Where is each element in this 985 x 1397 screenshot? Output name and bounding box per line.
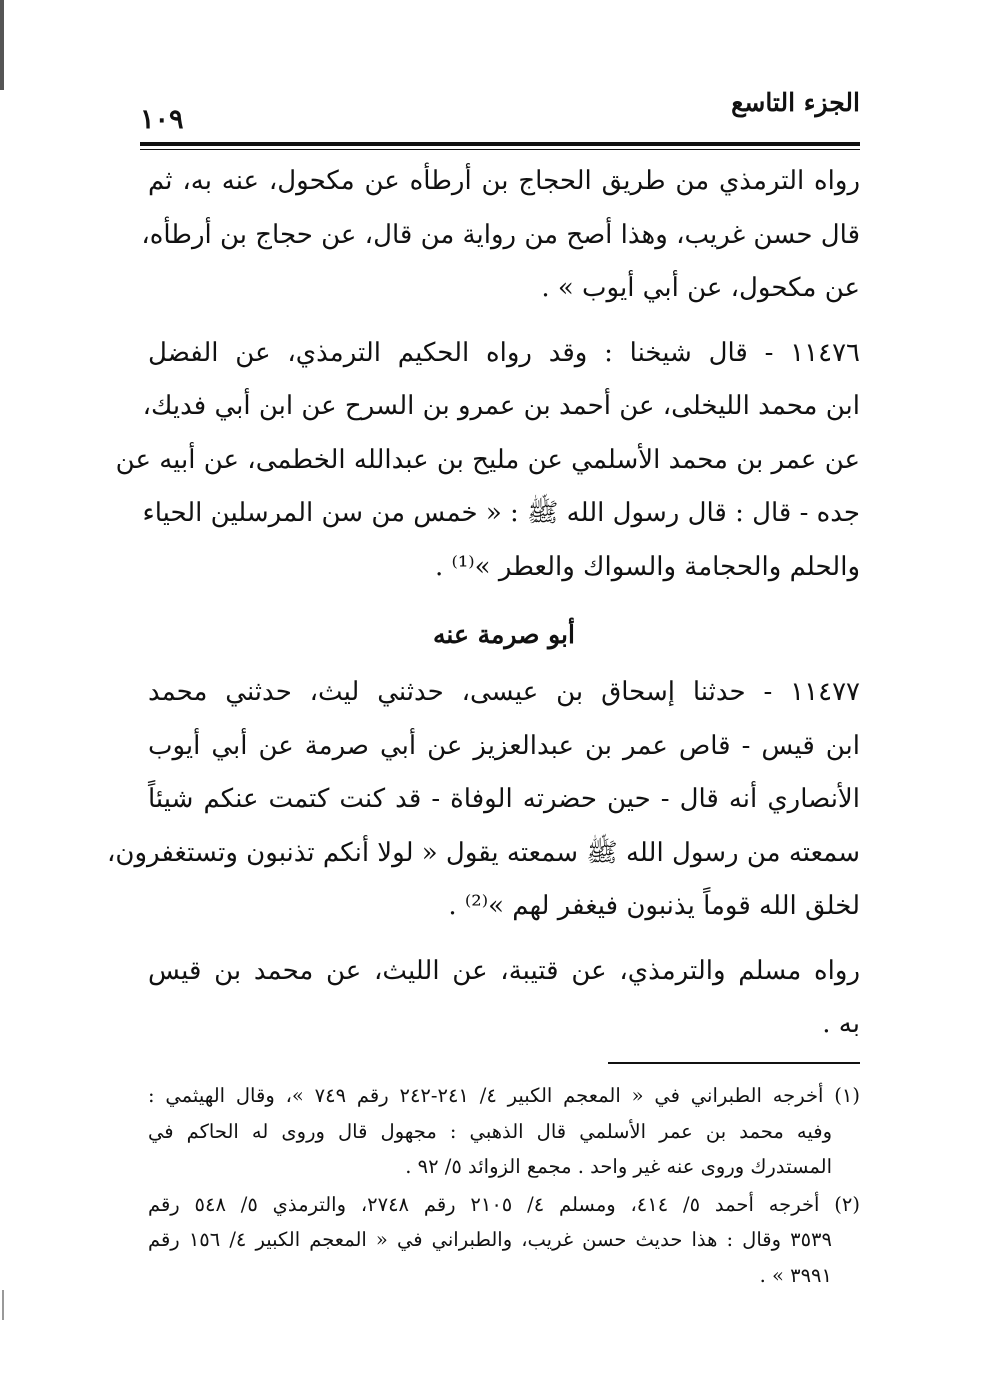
footnote-line: (١) أخرجه الطبراني في « المعجم الكبير ٤/ ٢٤١-٢٤٢ رقم ٧٤٩ »، وقال الهيثمي : bbox=[148, 1084, 860, 1107]
footnote-line: وفيه محمد بن عمر الأسلمي قال الذهبي : مجهول قال وروى له الحاكم في bbox=[148, 1119, 832, 1143]
text-line: جده - قال : قال رسول الله ﷺ : « خمس من سن المرسلين الحياء bbox=[142, 498, 860, 528]
paragraph-1 bbox=[141, 155, 860, 316]
text-line: ١١٤٧٧ - حدثنا إسحاق بن عيسى، حدثني ليث، حدثني محمد bbox=[148, 677, 860, 707]
text-line: والحلم والحجامة والسواك والعطر »⁽¹⁾ . bbox=[434, 551, 860, 582]
footnote-line: المستدرك وروى عنه غير واحد . مجمع الزوائد ٥/ ٩٢ . bbox=[405, 1155, 832, 1178]
text-line: قال حسن غريب، وهذا أصح من رواية من قال، عن حجاج بن أرطأه، bbox=[141, 219, 860, 250]
page-number: ١٠٩ bbox=[140, 104, 184, 135]
text-line: ١١٤٧٦ - قال شيخنا : وقد رواه الحكيم الترمذي، عن الفضل bbox=[148, 337, 860, 368]
header-rule-thick bbox=[140, 142, 860, 146]
footnote-2 bbox=[148, 1187, 860, 1294]
page-header bbox=[140, 80, 860, 142]
footnote-line: (٢) أخرجه أحمد ٥/ ٤١٤، ومسلم ٤/ ٢١٠٥ رقم ٢٧٤٨، والترمذي ٥/ ٥٤٨ رقم bbox=[148, 1192, 860, 1216]
paragraph-11476 bbox=[115, 327, 860, 595]
text-line: الأنصاري أنه قال - حين حضرته الوفاة - قد كنت كتمت عنكم شيئاً bbox=[148, 784, 860, 814]
footnote-1 bbox=[148, 1078, 860, 1185]
text-line: سمعته من رسول الله ﷺ سمعته يقول « لولا أنكم تذنبون وتستغفرون، bbox=[106, 837, 860, 868]
footnotes bbox=[148, 1078, 860, 1295]
text-line: عن مكحول، عن أبي أيوب » . bbox=[541, 273, 860, 303]
text-line: به . bbox=[822, 1009, 860, 1039]
section-heading: أبو صرمة عنه bbox=[433, 620, 575, 649]
text-line: ابن قيس - قاص عمر بن عبدالعزيز عن أبي صرمة عن أبي أيوب bbox=[148, 730, 860, 761]
paragraph-11477 bbox=[106, 666, 860, 934]
scan-edge-mark-lower bbox=[2, 1290, 4, 1320]
scan-edge-mark bbox=[0, 0, 4, 90]
footnote-line: ٣٩٩١ » . bbox=[759, 1263, 832, 1287]
text-line: ابن محمد الليخلى، عن أحمد بن عمرو بن السرح عن ابن أبي فديك، bbox=[142, 391, 860, 421]
text-line: رواه مسلم والترمذي، عن قتيبة، عن الليث، عن محمد بن قيس bbox=[148, 955, 860, 986]
paragraph-riwayah bbox=[148, 945, 860, 1052]
running-title: الجزء التاسع bbox=[731, 88, 860, 117]
footnote-separator bbox=[608, 1062, 860, 1064]
text-line: لخلق الله قوماً يذنبون فيغفر لهم »⁽²⁾ . bbox=[448, 891, 860, 921]
text-line: رواه الترمذي من طريق الحجاج بن أرطأه عن مكحول، عنه به، ثم bbox=[148, 166, 860, 196]
footnote-line: ٣٥٣٩ وقال : هذا حديث حسن غريب، والطبراني في « المعجم الكبير ٤/ ١٥٦ رقم bbox=[148, 1228, 832, 1251]
text-line: عن عمر بن محمد الأسلمي عن مليح بن عبدالله الخطمى، عن أبيه عن bbox=[115, 444, 860, 475]
header-rule-thin bbox=[140, 149, 860, 150]
main-text bbox=[106, 155, 860, 1052]
